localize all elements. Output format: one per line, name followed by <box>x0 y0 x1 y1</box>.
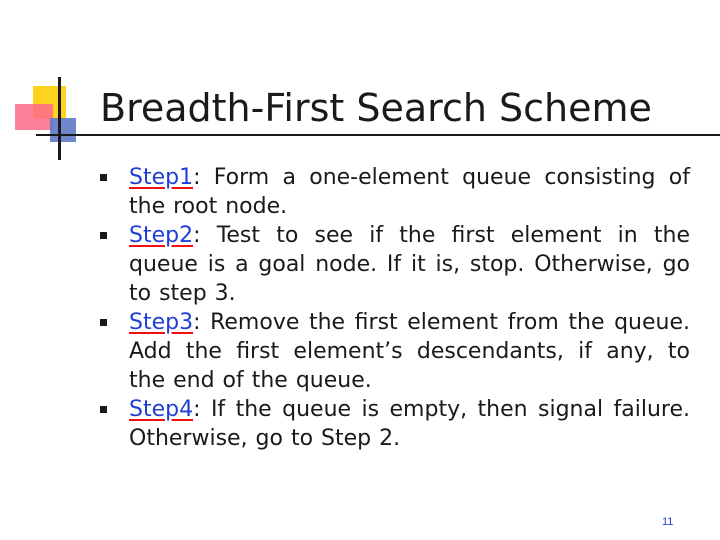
page-number: 11 <box>662 516 674 528</box>
bullet-square-icon <box>100 319 107 326</box>
decorative-pink-square <box>15 104 53 130</box>
slide-title: Breadth-First Search Scheme <box>100 86 652 130</box>
title-divider-line <box>36 134 720 136</box>
bullet-text: : Test to see if the first element in the queue is a goal node. If it is, stop. Otherwise, go to step 3. <box>129 223 690 306</box>
bullet-text: : Remove the first element from the queue. Add the first element’s descendants, if any, to the end of the queue. <box>129 310 690 393</box>
bullet-item <box>100 308 690 395</box>
bullet-item <box>100 221 690 308</box>
step-label: Step1 <box>129 165 194 190</box>
step-label: Step3 <box>129 310 194 335</box>
step-label: Step4 <box>129 397 194 422</box>
bullet-text: : Form a one-element queue consisting of the root node. <box>129 165 690 219</box>
bullet-square-icon <box>100 406 107 413</box>
bullet-item <box>100 163 690 221</box>
bullet-square-icon <box>100 174 107 181</box>
bullet-text: : If the queue is empty, then signal failure. Otherwise, go to Step 2. <box>129 397 690 451</box>
decorative-vertical-line <box>58 77 61 160</box>
decorative-blue-square <box>50 118 76 142</box>
bullet-list <box>100 163 690 453</box>
bullet-item <box>100 395 690 453</box>
step-label: Step2 <box>129 223 194 248</box>
bullet-square-icon <box>100 232 107 239</box>
